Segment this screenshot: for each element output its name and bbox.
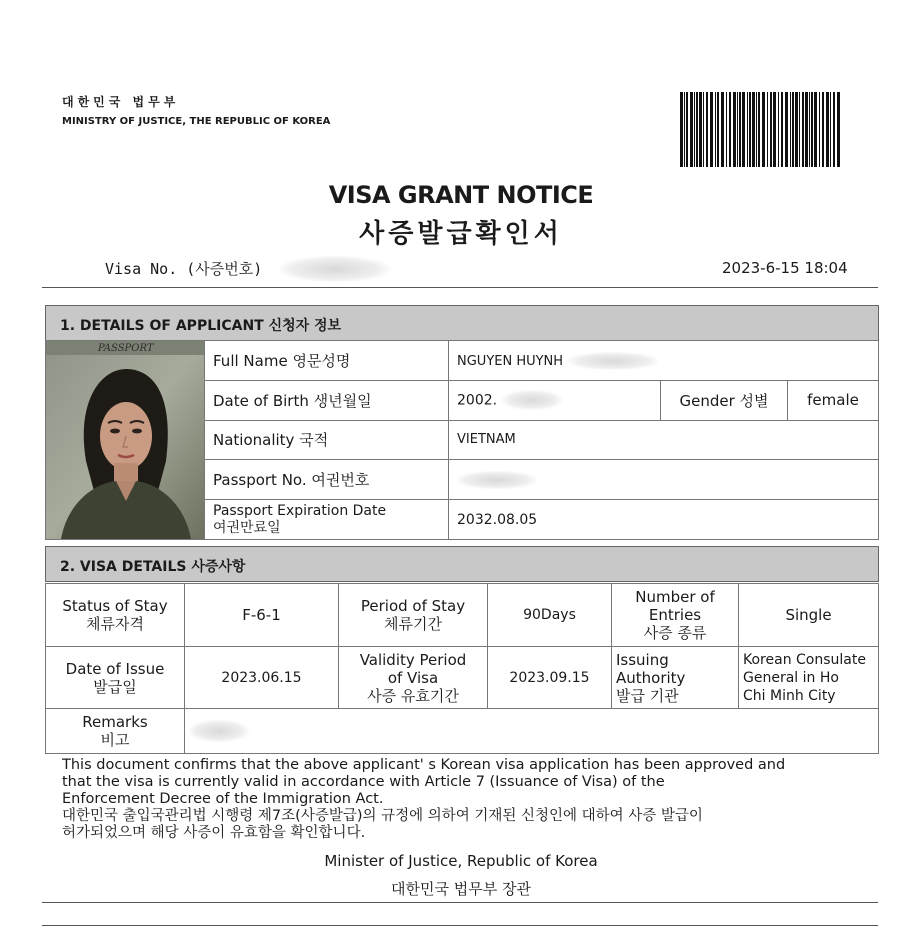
barcode-bar — [819, 92, 820, 167]
barcode — [680, 92, 840, 167]
entries-label-ko: 사증 종류 — [643, 624, 707, 642]
birth-date-value — [449, 380, 661, 420]
redacted-remarks — [189, 720, 249, 742]
entries-label-en2: Entries — [648, 606, 702, 624]
barcode-bar — [690, 92, 693, 167]
barcode-bar — [822, 92, 824, 167]
divider-top — [42, 287, 878, 288]
barcode-bar — [752, 92, 755, 167]
issuing-authority-value — [739, 647, 879, 709]
issue-label-en: Date of Issue — [65, 659, 165, 678]
barcode-bar — [715, 92, 716, 167]
entries-label-en1: Number of — [635, 588, 715, 606]
validity-label-en1: Validity Period — [359, 650, 467, 669]
signature-english: Minister of Justice, Republic of Korea — [324, 852, 598, 870]
barcode-bar — [770, 92, 772, 167]
nationality-value: VIETNAM — [449, 420, 879, 460]
barcode-bar — [710, 92, 713, 167]
barcode-bar — [795, 92, 798, 167]
validity-label-ko: 사증 유효기간 — [367, 686, 459, 705]
barcode-bar — [837, 92, 840, 167]
redacted-name — [568, 352, 658, 370]
barcode-bar — [809, 92, 810, 167]
barcode-bar — [706, 92, 708, 167]
divider-bottom-1 — [42, 902, 878, 903]
full-name-label: Full Name 영문성명 — [205, 341, 449, 381]
divider-bottom-2 — [42, 925, 878, 926]
validity-period-label — [339, 647, 488, 709]
status-label-ko: 체류자격 — [86, 615, 144, 633]
barcode-bar — [721, 92, 724, 167]
validity-label-en2: of Visa — [387, 668, 439, 687]
barcode-bar — [805, 92, 808, 167]
gender-value: female — [788, 380, 879, 420]
barcode-bar — [747, 92, 748, 167]
barcode-bar — [726, 92, 727, 167]
barcode-bar — [792, 92, 794, 167]
full-name-text: NGUYEN HUYNH — [457, 354, 564, 370]
ministry-name-korean: 대한민국 법무부 — [62, 95, 180, 109]
remarks-label-en: Remarks — [82, 713, 148, 731]
barcode-bar — [686, 92, 688, 167]
passport-number-value — [449, 460, 879, 500]
barcode-bar — [729, 92, 731, 167]
authority-label-en1: Issuing — [616, 650, 669, 669]
applicant-photo — [46, 341, 205, 540]
passport-expiry-label-ko: 여권만료일 — [213, 519, 281, 536]
barcode-bar — [758, 92, 760, 167]
authority-value-line2: General in Ho — [743, 669, 839, 686]
barcode-bar — [781, 92, 783, 167]
status-of-stay-value: F-6-1 — [185, 584, 339, 647]
visa-number-label: Visa No. (사증번호) — [105, 260, 263, 278]
passport-number-label: Passport No. 여권번호 — [205, 460, 449, 500]
gender-label: Gender 성별 — [661, 380, 788, 420]
barcode-bar — [790, 92, 791, 167]
birth-date-label: Date of Birth 생년월일 — [205, 380, 449, 420]
authority-label-ko: 발급 기관 — [616, 686, 679, 705]
number-of-entries-value: Single — [739, 584, 879, 647]
signature-korean: 대한민국 법무부 장관 — [391, 880, 531, 898]
issue-datetime: 2023-6-15 18:04 — [722, 259, 848, 277]
barcode-bar — [756, 92, 757, 167]
barcode-bar — [749, 92, 751, 167]
confirmation-statement: This document confirms that the above applicant' s Korean visa application has been approved and that the visa is currently valid in accordance with Article 7 (Issuance of Visa) of the Enforcement Decree of the Immigration Act. 대한민국 출입국관리법 시행령 제7조(사증발급)의 규정에 의하여 기재된 신청인에 대하여 사증 발급이 허가되었으며 해당 사증이 유효함을 확인합니다. — [62, 757, 786, 841]
number-of-entries-label — [612, 584, 739, 647]
status-label-en: Status of Stay — [62, 597, 168, 615]
document-title-korean: 사증발급확인서 — [359, 219, 563, 249]
passport-expiry-label — [205, 500, 449, 540]
barcode-bar — [762, 92, 765, 167]
remarks-value — [185, 709, 879, 754]
ministry-name-english: MINISTRY OF JUSTICE, THE REPUBLIC OF KOREA — [62, 116, 331, 127]
date-of-issue-value: 2023.06.15 — [185, 647, 339, 709]
barcode-bar — [739, 92, 741, 167]
barcode-bar — [737, 92, 738, 167]
barcode-bar — [773, 92, 776, 167]
barcode-bar — [680, 92, 683, 167]
visa-number-redacted — [280, 256, 390, 282]
redacted-birth-date — [502, 390, 562, 410]
birth-date-text: 2002. — [457, 392, 498, 409]
barcode-bar — [699, 92, 702, 167]
date-of-issue-label — [46, 647, 185, 709]
barcode-bar — [742, 92, 745, 167]
barcode-bar — [778, 92, 779, 167]
issuing-authority-label — [612, 647, 739, 709]
barcode-bar — [811, 92, 813, 167]
authority-value-line1: Korean Consulate — [743, 651, 866, 668]
barcode-bar — [694, 92, 695, 167]
remarks-label — [46, 709, 185, 754]
passport-expiry-label-en: Passport Expiration Date — [213, 502, 387, 519]
barcode-bar — [799, 92, 800, 167]
nationality-label: Nationality 국적 — [205, 420, 449, 460]
redacted-passport-number — [457, 471, 537, 489]
portrait-image — [46, 341, 204, 539]
applicant-details-table — [45, 340, 879, 540]
barcode-bar — [717, 92, 719, 167]
barcode-bar — [696, 92, 698, 167]
barcode-bar — [703, 92, 704, 167]
issue-label-ko: 발급일 — [93, 677, 137, 696]
barcode-bar — [785, 92, 788, 167]
period-label-ko: 체류기간 — [384, 615, 442, 633]
remarks-label-ko: 비고 — [100, 731, 130, 749]
period-of-stay-label — [339, 584, 488, 647]
section-applicant-header — [45, 305, 879, 341]
section-visa-title: 2. VISA DETAILS 사증사항 — [60, 559, 246, 575]
section-applicant-title: 1. DETAILS OF APPLICANT 신청자 정보 — [60, 318, 342, 334]
period-label-en: Period of Stay — [360, 597, 466, 615]
period-of-stay-value: 90Days — [488, 584, 612, 647]
full-name-value — [449, 341, 879, 381]
section-visa-header — [45, 546, 879, 582]
barcode-bar — [733, 92, 736, 167]
photo-passport-caption: PASSPORT — [98, 343, 154, 354]
authority-value-line3: Chi Minh City — [743, 687, 836, 704]
status-of-stay-label — [46, 584, 185, 647]
barcode-bar — [830, 92, 831, 167]
validity-period-value: 2023.09.15 — [488, 647, 612, 709]
authority-label-en2: Authority — [616, 668, 686, 687]
passport-expiry-value: 2032.08.05 — [449, 500, 879, 540]
barcode-bar — [826, 92, 829, 167]
barcode-bar — [802, 92, 804, 167]
barcode-bar — [767, 92, 768, 167]
document-title-english: VISA GRANT NOTICE — [328, 181, 594, 209]
barcode-bar — [833, 92, 835, 167]
barcode-bar — [684, 92, 685, 167]
barcode-bar — [814, 92, 817, 167]
visa-details-table — [45, 583, 879, 754]
